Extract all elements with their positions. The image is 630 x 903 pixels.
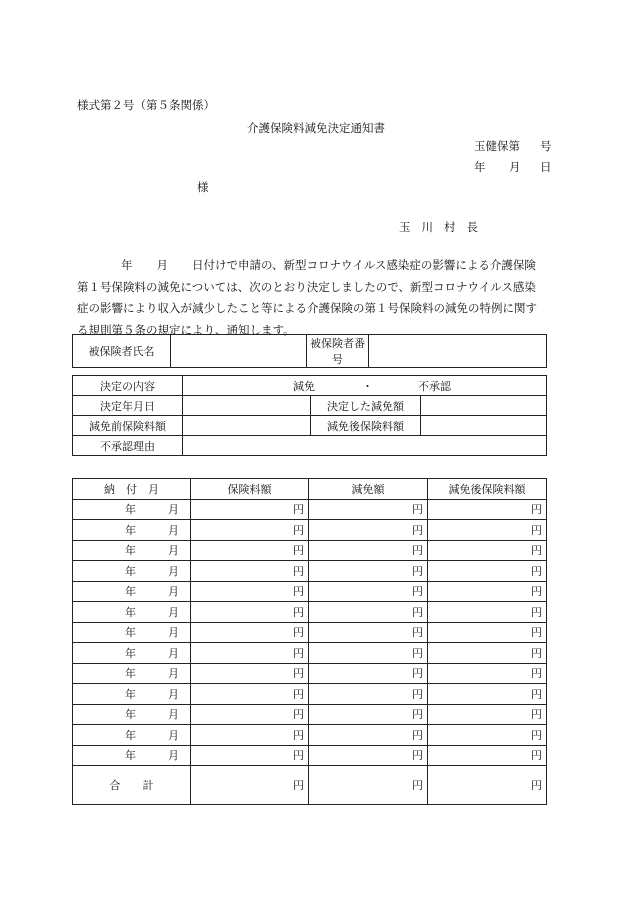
after-cell[interactable]	[428, 540, 547, 561]
reduction-cell[interactable]	[309, 581, 428, 602]
after-cell[interactable]	[428, 520, 547, 541]
yen-unit: 円	[412, 503, 423, 517]
payment-month-cell[interactable]	[73, 704, 191, 725]
payment-month-cell[interactable]	[73, 561, 191, 582]
yen-unit: 円	[412, 585, 423, 599]
issue-date-month: 月	[509, 160, 521, 174]
row-year: 年	[125, 708, 136, 722]
row-month: 月	[168, 626, 179, 640]
yen-unit: 円	[531, 585, 542, 599]
yen-unit: 円	[412, 749, 423, 763]
table-row	[73, 622, 547, 643]
premium-cell[interactable]	[191, 663, 309, 684]
insured-number-field[interactable]	[369, 335, 547, 368]
reduction-cell[interactable]	[309, 725, 428, 746]
yen-unit: 円	[531, 523, 542, 537]
reduction-cell[interactable]	[309, 663, 428, 684]
decided-amount-field[interactable]	[421, 396, 547, 416]
yen-unit: 円	[293, 728, 304, 742]
table-row	[73, 499, 547, 520]
premium-cell[interactable]	[191, 684, 309, 705]
reduction-cell[interactable]	[309, 745, 428, 766]
after-cell[interactable]	[428, 663, 547, 684]
premium-cell[interactable]	[191, 622, 309, 643]
after-cell[interactable]	[428, 622, 547, 643]
total-row	[73, 766, 547, 805]
payment-month-cell[interactable]	[73, 581, 191, 602]
reject-option[interactable]: 不承認	[418, 379, 451, 393]
yen-unit: 円	[293, 544, 304, 558]
yen-unit: 円	[293, 708, 304, 722]
row-month: 月	[168, 564, 179, 578]
row-month: 月	[168, 585, 179, 599]
premium-cell[interactable]	[191, 704, 309, 725]
reduction-cell[interactable]	[309, 643, 428, 664]
yen-unit: 円	[531, 667, 542, 681]
after-cell[interactable]	[428, 602, 547, 623]
yen-unit: 円	[293, 626, 304, 640]
yen-unit: 円	[412, 626, 423, 640]
total-premium-yen: 円	[191, 766, 309, 805]
reduction-cell[interactable]	[309, 499, 428, 520]
reduction-cell[interactable]	[309, 561, 428, 582]
table-row	[73, 725, 547, 746]
yen-unit: 円	[531, 605, 542, 619]
payment-month-cell[interactable]	[73, 602, 191, 623]
yen-unit: 円	[412, 708, 423, 722]
payment-header-after: 減免後保険料額	[428, 479, 547, 500]
payment-month-cell[interactable]	[73, 663, 191, 684]
issuer-name: 玉川村長	[399, 220, 489, 234]
issue-date-year: 年	[474, 160, 486, 174]
yen-unit: 円	[412, 728, 423, 742]
premium-cell[interactable]	[191, 499, 309, 520]
after-premium-label: 減免後保険料額	[311, 416, 421, 436]
yen-unit: 円	[531, 749, 542, 763]
insured-name-field[interactable]	[171, 335, 307, 368]
yen-unit: 円	[412, 523, 423, 537]
after-cell[interactable]	[428, 725, 547, 746]
insured-table	[72, 334, 547, 368]
yen-unit: 円	[531, 646, 542, 660]
table-row	[73, 643, 547, 664]
after-cell[interactable]	[428, 643, 547, 664]
row-month: 月	[168, 749, 179, 763]
decision-content-label: 決定の内容	[73, 376, 183, 396]
after-cell[interactable]	[428, 684, 547, 705]
premium-cell[interactable]	[191, 520, 309, 541]
table-row	[73, 520, 547, 541]
decision-table	[72, 375, 547, 456]
decision-date-field[interactable]	[183, 396, 311, 416]
row-month: 月	[168, 728, 179, 742]
payment-header-reduction: 減免額	[309, 479, 428, 500]
row-year: 年	[125, 523, 136, 537]
table-row	[73, 684, 547, 705]
notice-body	[77, 255, 547, 341]
after-premium-field[interactable]	[421, 416, 547, 436]
reduction-cell[interactable]	[309, 704, 428, 725]
row-year: 年	[125, 585, 136, 599]
row-month: 月	[168, 667, 179, 681]
yen-unit: 円	[412, 605, 423, 619]
premium-cell[interactable]	[191, 725, 309, 746]
row-month: 月	[168, 544, 179, 558]
row-year: 年	[125, 605, 136, 619]
yen-unit: 円	[293, 667, 304, 681]
yen-unit: 円	[531, 626, 542, 640]
before-premium-field[interactable]	[183, 416, 311, 436]
premium-cell[interactable]	[191, 745, 309, 766]
body-month: 月	[156, 258, 168, 272]
yen-unit: 円	[412, 687, 423, 701]
insured-number-label: 被保険者番号	[307, 335, 369, 368]
row-year: 年	[125, 564, 136, 578]
table-row	[73, 745, 547, 766]
after-cell[interactable]	[428, 581, 547, 602]
yen-unit: 円	[293, 503, 304, 517]
premium-cell[interactable]	[191, 561, 309, 582]
reduction-cell[interactable]	[309, 602, 428, 623]
yen-unit: 円	[293, 605, 304, 619]
payment-month-cell[interactable]	[73, 725, 191, 746]
after-cell[interactable]	[428, 745, 547, 766]
decided-amount-label: 決定した減免額	[311, 396, 421, 416]
rejection-reason-label: 不承認理由	[73, 436, 183, 456]
after-cell[interactable]	[428, 704, 547, 725]
yen-unit: 円	[531, 564, 542, 578]
yen-unit: 円	[412, 564, 423, 578]
yen-unit: 円	[412, 544, 423, 558]
yen-unit: 円	[412, 646, 423, 660]
row-year: 年	[125, 749, 136, 763]
after-cell[interactable]	[428, 561, 547, 582]
option-separator: ・	[362, 379, 373, 393]
payment-month-cell[interactable]	[73, 745, 191, 766]
table-row	[73, 704, 547, 725]
premium-cell[interactable]	[191, 540, 309, 561]
yen-unit: 円	[531, 728, 542, 742]
yen-unit: 円	[293, 749, 304, 763]
yen-unit: 円	[293, 564, 304, 578]
payment-month-cell[interactable]	[73, 520, 191, 541]
yen-unit: 円	[293, 585, 304, 599]
document-number-suffix: 号	[540, 139, 552, 153]
document-number-label: 玉健保第	[474, 139, 520, 153]
total-after-yen: 円	[428, 766, 547, 805]
approve-option[interactable]: 減免	[293, 379, 315, 393]
table-row	[73, 540, 547, 561]
reduction-cell[interactable]	[309, 520, 428, 541]
row-year: 年	[125, 687, 136, 701]
row-month: 月	[168, 646, 179, 660]
row-month: 月	[168, 523, 179, 537]
payment-table	[72, 478, 547, 805]
yen-unit: 円	[293, 646, 304, 660]
rejection-reason-field[interactable]	[183, 436, 547, 456]
payment-month-cell[interactable]	[73, 540, 191, 561]
row-month: 月	[168, 708, 179, 722]
table-row	[73, 561, 547, 582]
total-label: 合 計	[73, 766, 191, 805]
row-month: 月	[168, 503, 179, 517]
yen-unit: 円	[412, 667, 423, 681]
payment-header-month: 納 付 月	[73, 479, 191, 500]
yen-unit: 円	[293, 523, 304, 537]
after-cell[interactable]	[428, 499, 547, 520]
payment-month-cell[interactable]	[73, 643, 191, 664]
payment-month-cell[interactable]	[73, 622, 191, 643]
addressee-suffix: 様	[197, 180, 209, 194]
row-month: 月	[168, 605, 179, 619]
form-number: 様式第２号（第５条関係）	[77, 98, 215, 112]
row-year: 年	[125, 503, 136, 517]
decision-content-options	[183, 376, 547, 396]
body-year: 年	[121, 258, 133, 272]
payment-header-premium: 保険料額	[191, 479, 309, 500]
row-year: 年	[125, 728, 136, 742]
page-title: 介護保険料減免決定通知書	[247, 121, 385, 135]
premium-cell[interactable]	[191, 581, 309, 602]
payment-month-cell[interactable]	[73, 499, 191, 520]
issue-date-day: 日	[540, 160, 552, 174]
yen-unit: 円	[531, 544, 542, 558]
total-reduction-yen: 円	[309, 766, 428, 805]
yen-unit: 円	[531, 708, 542, 722]
insured-name-label: 被保険者氏名	[73, 335, 171, 368]
row-year: 年	[125, 667, 136, 681]
premium-cell[interactable]	[191, 602, 309, 623]
yen-unit: 円	[293, 687, 304, 701]
yen-unit: 円	[531, 687, 542, 701]
payment-month-cell[interactable]	[73, 684, 191, 705]
row-year: 年	[125, 646, 136, 660]
reduction-cell[interactable]	[309, 684, 428, 705]
decision-date-label: 決定年月日	[73, 396, 183, 416]
table-row	[73, 663, 547, 684]
reduction-cell[interactable]	[309, 622, 428, 643]
premium-cell[interactable]	[191, 643, 309, 664]
row-month: 月	[168, 687, 179, 701]
row-year: 年	[125, 626, 136, 640]
yen-unit: 円	[531, 503, 542, 517]
table-row	[73, 581, 547, 602]
table-row	[73, 602, 547, 623]
body-text: 日付けで申請の、新型コロナウイルス感染症の影響による介護保険第１号保険料の減免については、次のとおり決定しましたので、新型コロナウイルス感染症の影響により収入が減少したこと等による介護保険の第１号保険料の減免の特例に関する規則第５条の規定により、通知します。	[77, 258, 537, 337]
reduction-cell[interactable]	[309, 540, 428, 561]
row-year: 年	[125, 544, 136, 558]
before-premium-label: 減免前保険料額	[73, 416, 183, 436]
